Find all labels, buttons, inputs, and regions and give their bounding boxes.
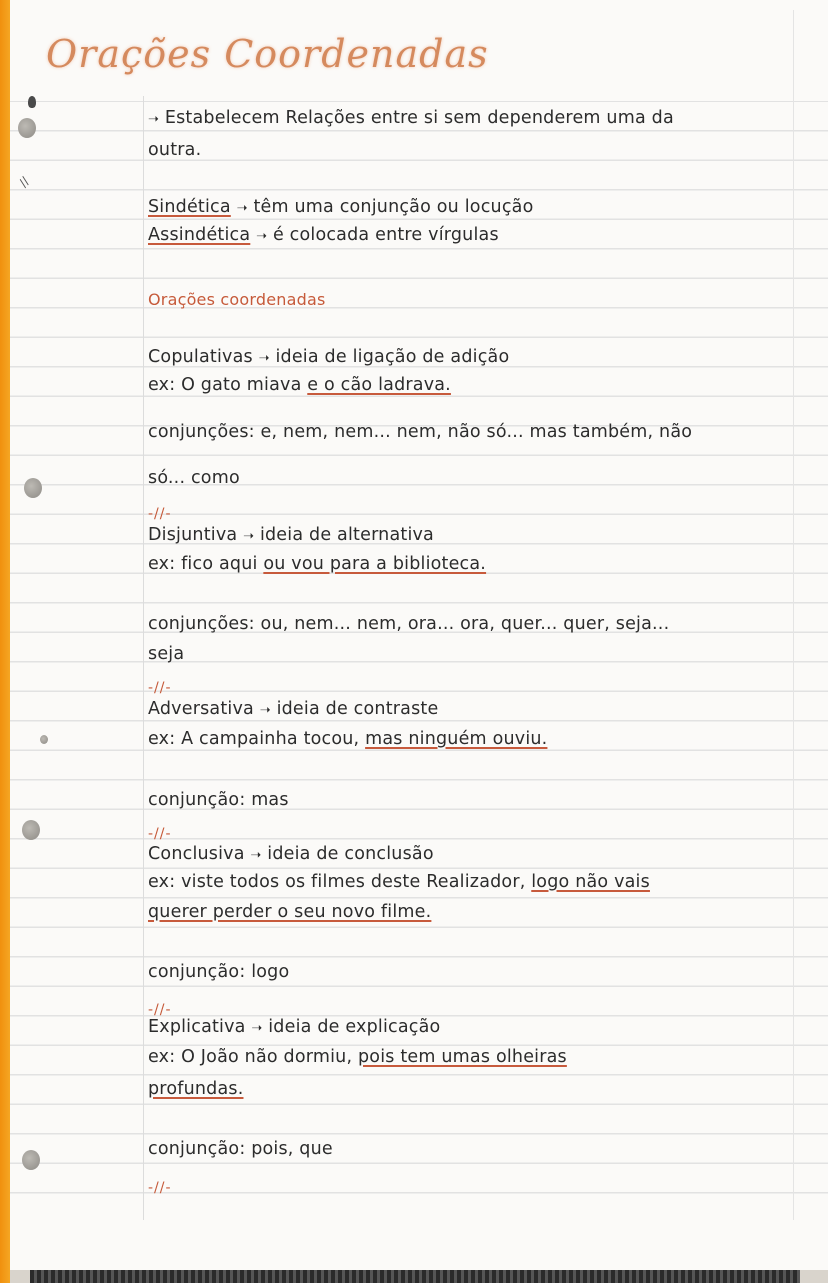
disjuntiva-conjunctions-cont: seja — [148, 644, 185, 664]
intro-line-1: ➝ Estabelecem Relações entre si sem dependerem uma da — [148, 108, 674, 128]
explicativa-example-cont: profundas. — [148, 1079, 244, 1099]
arrow-icon: ➝ — [256, 229, 268, 244]
arrow-icon: ➝ — [251, 1021, 263, 1036]
copulativas-heading: Copulativas ➝ ideia de ligação de adição — [148, 347, 510, 367]
arrow-icon: ➝ — [258, 351, 270, 366]
adversativa-heading: Adversativa ➝ ideia de contraste — [148, 699, 439, 719]
section-heading: Orações coordenadas — [148, 290, 326, 309]
conclusiva-conjunctions: conjunção: logo — [148, 962, 290, 982]
table-surface-strip — [30, 1270, 800, 1283]
right-margin-line — [793, 10, 794, 1220]
adversativa-conjunctions: conjunção: mas — [148, 790, 289, 810]
disjuntiva-example: ex: fico aqui ou vou para a biblioteca. — [148, 554, 487, 574]
page-title: Orações Coordenadas — [46, 32, 489, 76]
explicativa-example: ex: O João não dormiu, pois tem umas olheiras — [148, 1047, 567, 1067]
copulativas-example: ex: O gato miava e o cão ladrava. — [148, 375, 451, 395]
scribble-mark-icon: // — [16, 174, 33, 190]
margin-line — [143, 96, 144, 1220]
arrow-icon: ➝ — [243, 529, 255, 544]
section-separator: -//- — [148, 680, 172, 696]
disjuntiva-conjunctions: conjunções: ou, nem... nem, ora... ora, quer... quer, seja... — [148, 614, 670, 634]
copulativas-conjunctions: conjunções: e, nem, nem... nem, não só... mas também, não — [148, 422, 693, 442]
intro-line-2: outra. — [148, 140, 202, 160]
punch-hole-icon — [22, 820, 40, 840]
section-separator: -//- — [148, 826, 172, 842]
disjuntiva-heading: Disjuntiva ➝ ideia de alternativa — [148, 525, 434, 545]
punch-hole-icon — [24, 478, 42, 498]
arrow-icon: ➝ — [259, 703, 271, 718]
punch-hole-icon — [18, 118, 36, 138]
punch-hole-icon — [22, 1150, 40, 1170]
arrow-icon: ➝ — [148, 112, 160, 127]
type-sindetica: Sindética ➝ têm uma conjunção ou locução — [148, 197, 534, 217]
section-separator: -//- — [148, 1002, 172, 1018]
conclusiva-example: ex: viste todos os filmes deste Realizador, logo não vais — [148, 872, 650, 892]
binder-edge — [0, 0, 10, 1283]
adversativa-example: ex: A campainha tocou, mas ninguém ouviu. — [148, 729, 548, 749]
conclusiva-example-cont: querer perder o seu novo filme. — [148, 902, 432, 922]
punch-hole-small-icon — [40, 735, 48, 744]
explicativa-conjunctions: conjunção: pois, que — [148, 1139, 333, 1159]
page-footer-area — [10, 1220, 828, 1270]
copulativas-conjunctions-cont: só... como — [148, 468, 240, 488]
explicativa-heading: Explicativa ➝ ideia de explicação — [148, 1017, 441, 1037]
section-separator: -//- — [148, 506, 172, 522]
section-separator: -//- — [148, 1180, 172, 1196]
notebook-page — [10, 0, 828, 1268]
conclusiva-heading: Conclusiva ➝ ideia de conclusão — [148, 844, 434, 864]
pen-mark-icon — [28, 96, 36, 108]
type-assindetica: Assindética ➝ é colocada entre vírgulas — [148, 225, 499, 245]
arrow-icon: ➝ — [250, 848, 262, 863]
arrow-icon: ➝ — [236, 201, 248, 216]
